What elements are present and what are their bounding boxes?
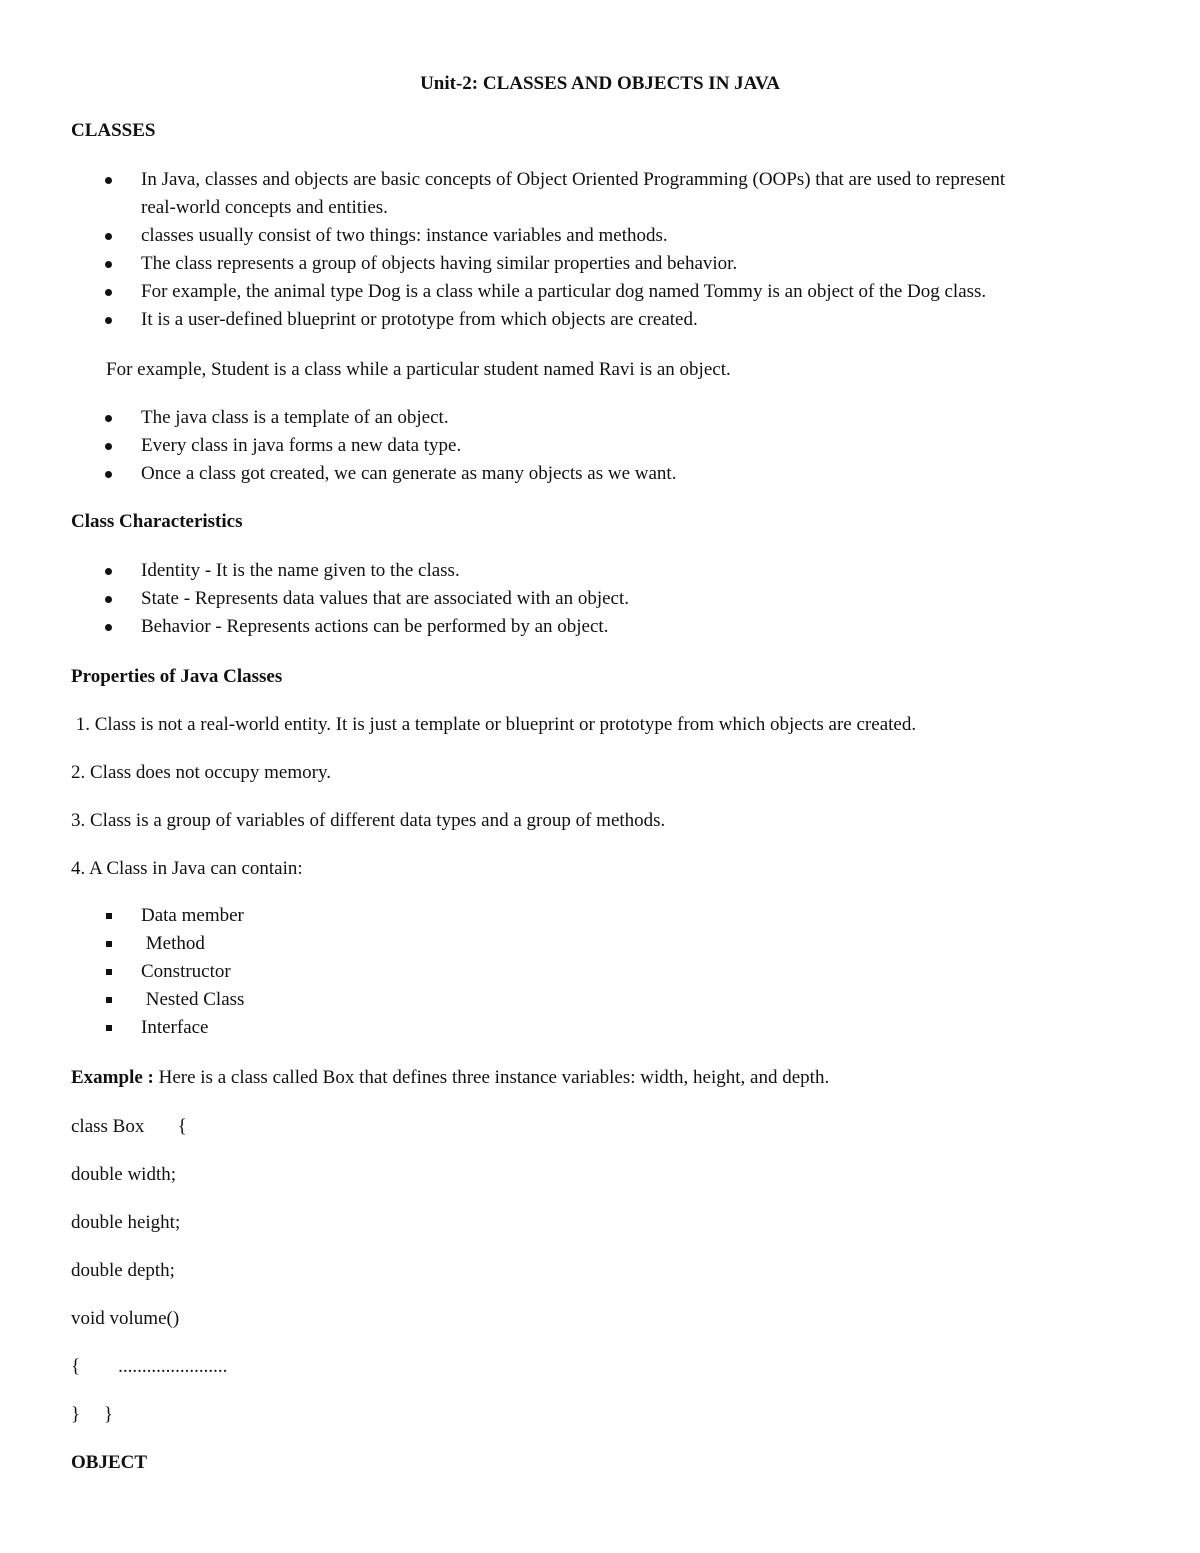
list-item: classes usually consist of two things: instance variables and methods. xyxy=(0,222,1141,250)
bullet-icon xyxy=(105,624,112,631)
list-item: Behavior - Represents actions can be performed by an object. xyxy=(0,613,1141,641)
bullet-icon xyxy=(105,596,112,603)
bullet-icon xyxy=(105,415,112,422)
bullet-icon xyxy=(105,568,112,575)
code-line: { ....................... xyxy=(71,1356,228,1377)
property-item: 4. A Class in Java can contain: xyxy=(71,858,303,879)
bullet-icon xyxy=(105,177,112,184)
example-paragraph xyxy=(71,1064,1151,1092)
bullet-icon xyxy=(105,443,112,450)
bullet-icon xyxy=(105,261,112,268)
list-item: The class represents a group of objects having similar properties and behavior. xyxy=(0,250,1141,278)
list-item: Interface xyxy=(0,1014,1141,1042)
characteristics-heading: Class Characteristics xyxy=(71,511,243,532)
list-item: For example, the animal type Dog is a class while a particular dog named Tommy is an object of the Dog class. xyxy=(0,278,1141,306)
properties-heading: Properties of Java Classes xyxy=(71,666,283,687)
code-line: class Box { xyxy=(71,1116,187,1137)
code-line: void volume() xyxy=(71,1308,180,1329)
code-line: double height; xyxy=(71,1212,181,1233)
code-line: double width; xyxy=(71,1164,177,1185)
bullet-icon xyxy=(105,471,112,478)
example-text: Here is a class called Box that defines three instance variables: width, height, and depth. xyxy=(153,1067,830,1088)
property-item: 3. Class is a group of variables of different data types and a group of methods. xyxy=(71,810,666,831)
list-item: The java class is a template of an object. xyxy=(0,404,1141,432)
square-bullet-icon xyxy=(106,913,112,919)
list-item: State - Represents data values that are associated with an object. xyxy=(0,585,1141,613)
code-line: double depth; xyxy=(71,1260,175,1281)
example-student-paragraph: For example, Student is a class while a particular student named Ravi is an object. xyxy=(106,359,731,380)
list-item: Every class in java forms a new data type. xyxy=(0,432,1141,460)
square-bullet-icon xyxy=(106,941,112,947)
list-item-continuation: real-world concepts and entities. xyxy=(141,197,388,218)
list-item: Data member xyxy=(0,902,1141,930)
list-item: Method xyxy=(0,930,1141,958)
list-item: Nested Class xyxy=(0,986,1141,1014)
list-item: It is a user-defined blueprint or prototype from which objects are created. xyxy=(0,306,1141,334)
classes-bullet-list xyxy=(0,166,1200,334)
bullet-icon xyxy=(105,233,112,240)
property-item: 2. Class does not occupy memory. xyxy=(71,762,331,783)
page-title: Unit-2: CLASSES AND OBJECTS IN JAVA xyxy=(420,73,780,94)
classes-heading: CLASSES xyxy=(71,120,156,141)
class-bullet-list-2 xyxy=(0,404,1200,488)
example-label: Example : xyxy=(71,1067,154,1088)
bullet-icon xyxy=(105,317,112,324)
list-item: In Java, classes and objects are basic concepts of Object Oriented Programming (OOPs) that are used to represent xyxy=(0,166,1141,194)
list-item: Constructor xyxy=(0,958,1141,986)
object-heading: OBJECT xyxy=(71,1452,148,1473)
list-item: Identity - It is the name given to the class. xyxy=(0,557,1141,585)
square-bullet-icon xyxy=(106,969,112,975)
property-item: 1. Class is not a real-world entity. It is just a template or blueprint or prototype from which objects are created. xyxy=(71,714,917,735)
square-bullet-icon xyxy=(106,1025,112,1031)
contains-list xyxy=(0,902,1200,1042)
list-item: Once a class got created, we can generate as many objects as we want. xyxy=(0,460,1141,488)
square-bullet-icon xyxy=(106,997,112,1003)
code-line: } } xyxy=(71,1404,113,1425)
bullet-icon xyxy=(105,289,112,296)
characteristics-list xyxy=(0,557,1200,641)
